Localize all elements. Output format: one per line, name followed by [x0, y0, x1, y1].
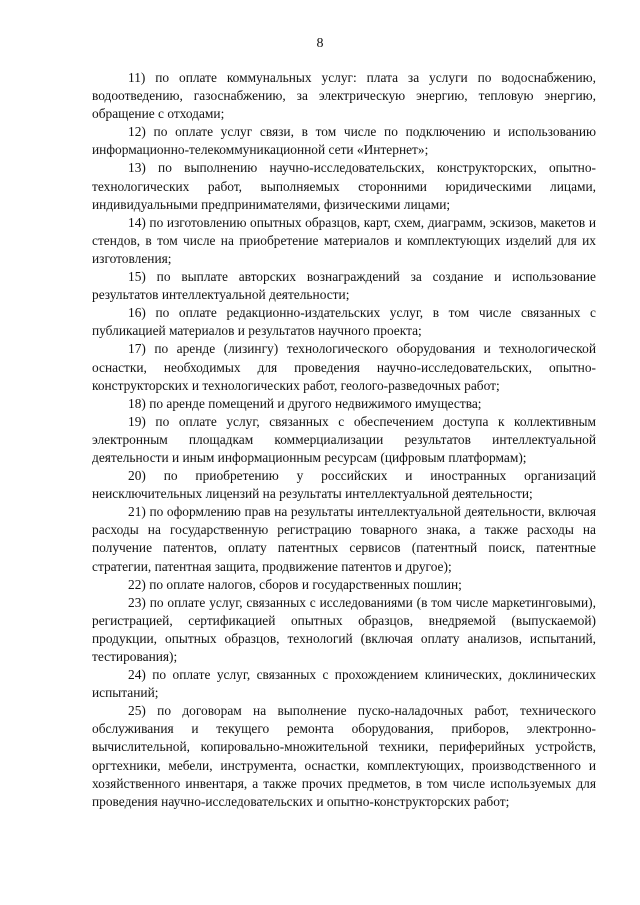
list-item-25: 25) по договорам на выполнение пуско-наладочных работ, технического обслуживания и текущего ремонта оборудования, приборов, электронно-вычислительной, копировально-множительной техники, периферийных устройств, оргтехники, мебели, инструмента, оснастки, комплектующих, производственного и хозяйственного инвентаря, а также прочих предметов, в том числе используемых для проведения научно-исследовательских и опытно-конструкторских работ; [92, 703, 596, 809]
list-item-12: 12) по оплате услуг связи, в том числе по подключению и использованию информационно-телекоммуникационной сети «Интернет»; [92, 124, 596, 158]
list-item-22: 22) по оплате налогов, сборов и государственных пошлин; [128, 576, 462, 592]
list-item-15: 15) по выплате авторских вознаграждений за создание и использование результатов интеллектуальной деятельности; [92, 269, 596, 303]
list-item-24: 24) по оплате услуг, связанных с прохождением клинических, доклинических испытаний; [92, 667, 596, 701]
list-item-21: 21) по оформлению прав на результаты интеллектуальной деятельности, включая расходы на государственную регистрацию товарного знака, а также расходы на получение патентов, оплату патентных сервисов (патентный поиск, патентные стратегии, патентная защита, продвижение патентов и другое); [92, 504, 596, 574]
list-item-20: 20) по приобретению у российских и иностранных организаций неисключительных лицензий на результаты интеллектуальной деятельности; [92, 468, 596, 502]
list-item-23: 23) по оплате услуг, связанных с исследованиями (в том числе маркетинговыми), регистрацией, сертификацией опытных образцов, внедряемой (выпускаемой) продукции, опытных образцов, технологий (включая оплату анализов, испытаний, тестирования); [92, 594, 596, 664]
list-item-16: 16) по оплате редакционно-издательских услуг, в том числе связанных с публикацией материалов и результатов научного проекта; [92, 305, 596, 339]
list-item-11: 11) по оплате коммунальных услуг: плата за услуги по водоснабжению, водоотведению, газоснабжению, за электрическую энергию, тепловую энергию, обращение с отходами; [92, 70, 596, 122]
list-item-14: 14) по изготовлению опытных образцов, карт, схем, диаграмм, эскизов, макетов и стендов, в том числе на приобретение материалов и комплектующих изделий для их изготовления; [92, 214, 596, 266]
document-body [92, 69, 596, 811]
list-item-17: 17) по аренде (лизингу) технологического оборудования и технологической оснастки, необходимых для проведения научно-исследовательских, опытно-конструкторских и технологических работ, геолого-разведочных работ; [92, 341, 596, 393]
page-number: 8 [316, 36, 324, 51]
list-item-13: 13) по выполнению научно-исследовательских, конструкторских, опытно-технологических работ, выполняемых сторонними юридическими лицами, индивидуальными предпринимателями, физическими лицами; [92, 160, 596, 212]
list-item-18: 18) по аренде помещений и другого недвижимого имущества; [128, 395, 482, 411]
list-item-19: 19) по оплате услуг, связанных с обеспечением доступа к коллективным электронным площадкам коммерциализации результатов интеллектуальной деятельности и иным информационным ресурсам (цифровым платформам); [92, 413, 596, 465]
